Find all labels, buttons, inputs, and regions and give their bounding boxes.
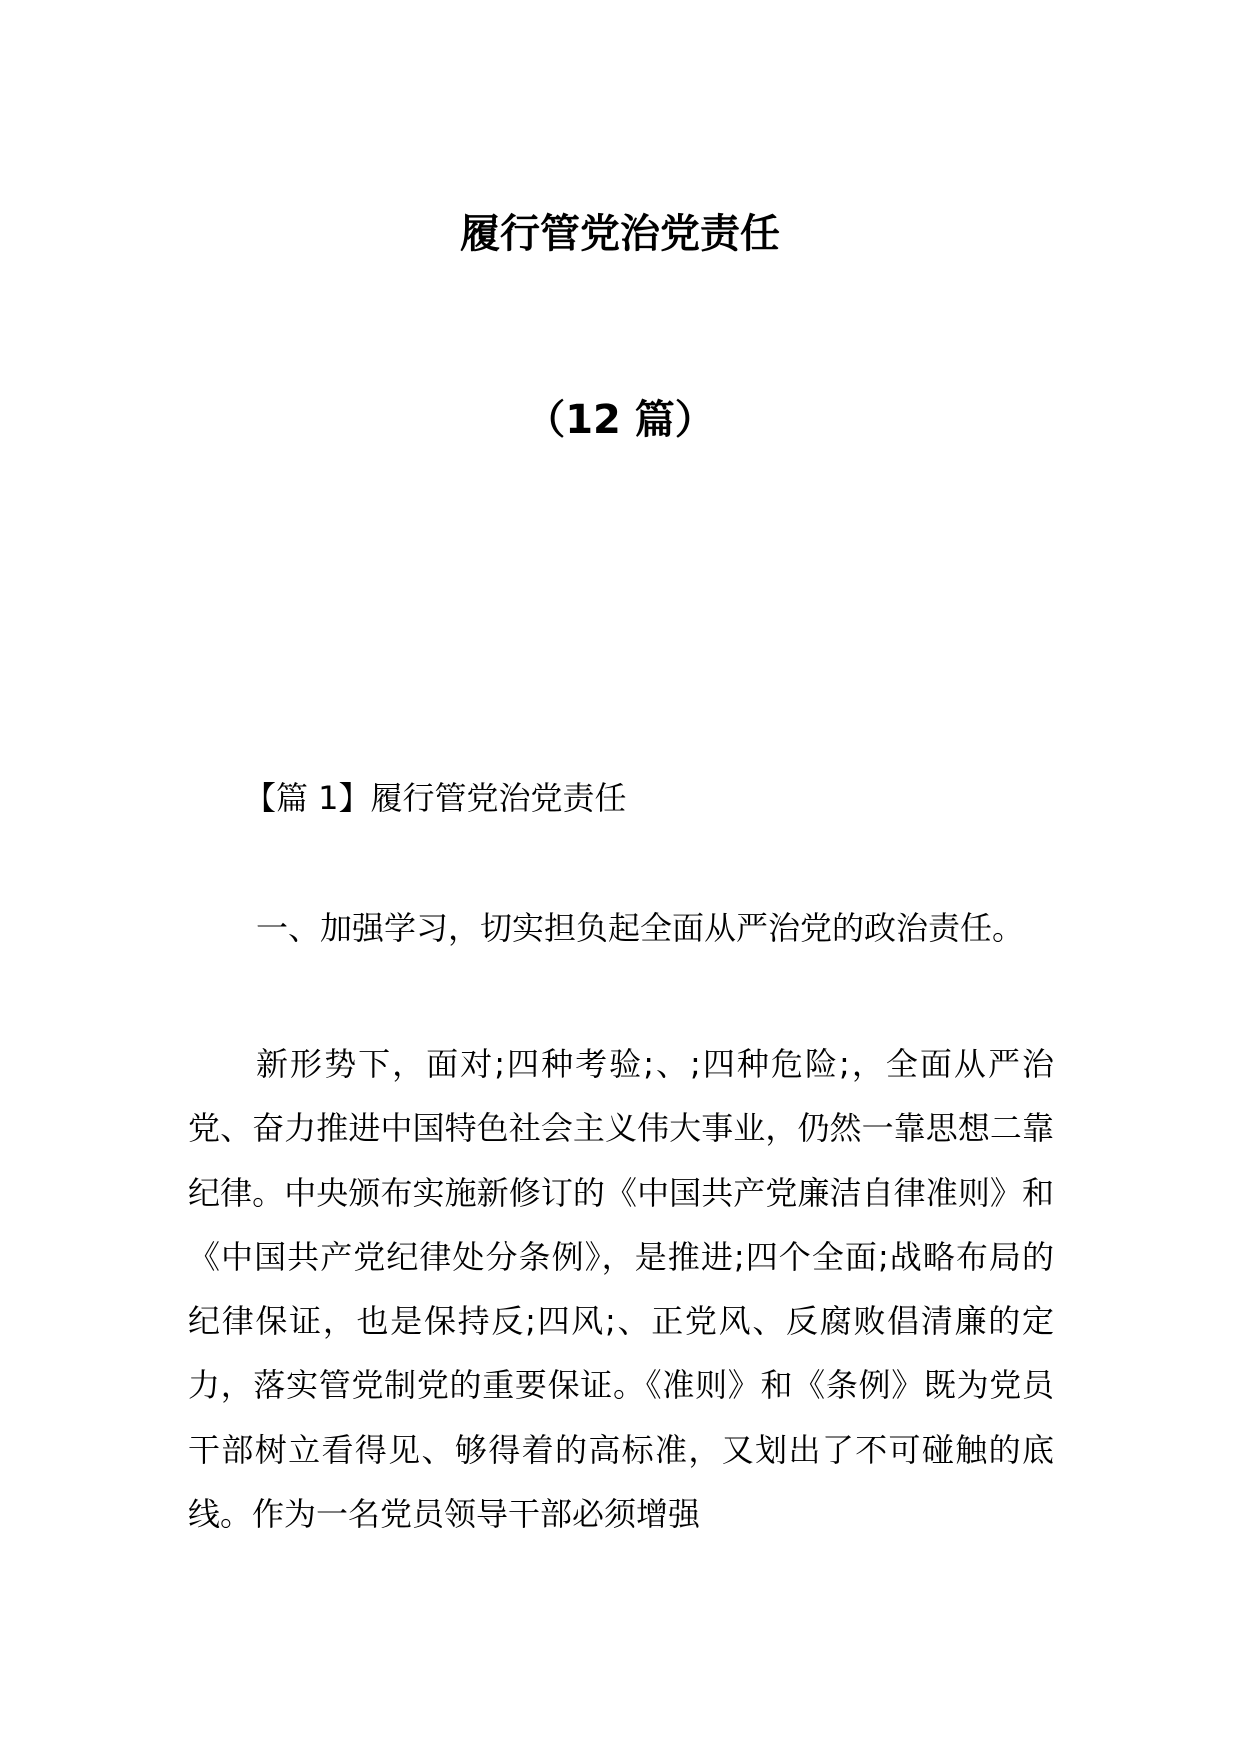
- document-title: 履行管党治党责任: [460, 211, 780, 257]
- section-heading: 一、加强学习，切实担负起全面从严治党的政治责任。: [256, 909, 1025, 947]
- document-subtitle: （12 篇）: [525, 397, 715, 443]
- body-paragraph: 新形势下，面对;四种考验;、;四种危险;，全面从严治党、奋力推进中国特色社会主义伟大事业，仍然一靠思想二靠纪律。中央颁布实施新修订的《中国共产党廉洁自律准则》和《中国共产党纪律处分条例》，是推进;四个全面;战略布局的纪律保证，也是保持反;四风;、正党风、反腐败倡清廉的定力，落实管党制党的重要保证。《准则》和《条例》既为党员干部树立看得见、够得着的高标准，又划出了不可碰触的底线。作为一名党员领导干部必须增强: [188, 1045, 1054, 1534]
- chapter-heading: 【篇 1】履行管党治党责任: [244, 779, 627, 817]
